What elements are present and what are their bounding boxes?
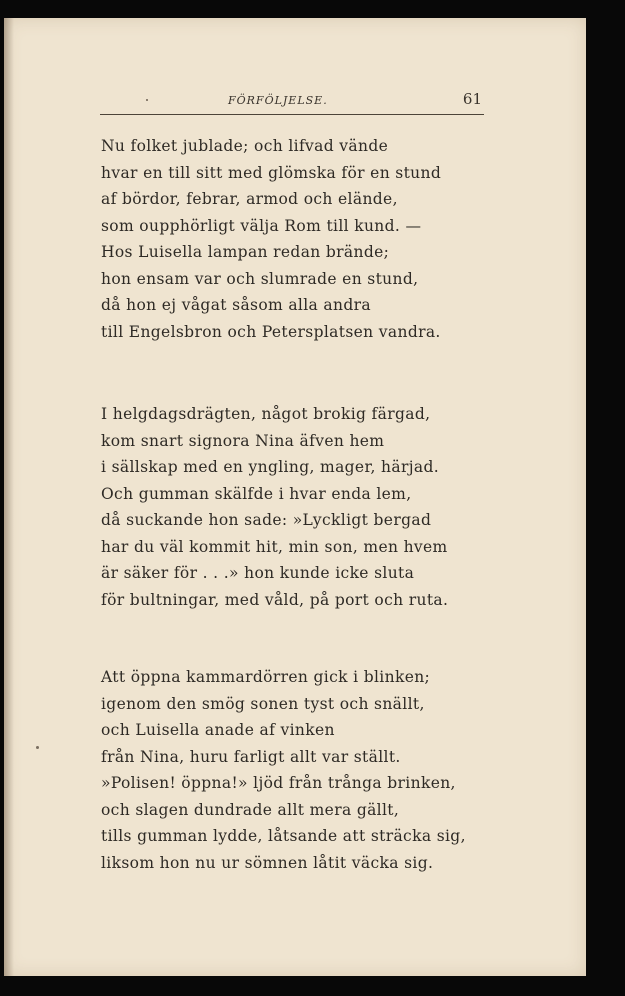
verse-line: har du väl kommit hit, min son, men hvem	[101, 537, 448, 556]
verse-line: i sällskap med en yngling, mager, härjad.	[101, 458, 440, 476]
verse-line: kom snart signora Nina äfven hem	[101, 431, 385, 450]
verse-line: Att öppna kammardörren gick i blinken;	[101, 668, 431, 686]
verse-line: för bultningar, med våld, på port och ruta.	[101, 590, 449, 609]
verse-line: I helgdagsdrägten, något brokig färgad,	[101, 405, 431, 423]
ornament-dot	[146, 99, 148, 101]
verse-line: »Polisen! öppna!» ljöd från trånga brinken,	[101, 774, 456, 792]
page-number: 61	[462, 90, 482, 108]
verse-line: som oupphörligt välja Rom till kund. —	[101, 216, 422, 235]
verse-line: Nu folket jublade; och lifvad vände	[101, 137, 389, 155]
verse-line: hon ensam var och slumrade en stund,	[101, 269, 419, 288]
verse-line: Och gumman skälfde i hvar enda lem,	[101, 484, 412, 503]
margin-speck	[36, 746, 39, 749]
verse-line: liksom hon nu ur sömnen låtit väcka sig.	[101, 853, 434, 872]
verse-line: till Engelsbron och Petersplatsen vandra.	[101, 322, 441, 341]
verse-line: hvar en till sitt med glömska för en stund	[101, 163, 442, 182]
running-head	[100, 88, 482, 112]
verse-line: och Luisella anade af vinken	[101, 721, 335, 739]
book-page	[4, 18, 586, 976]
verse-line: från Nina, huru farligt allt var ställt.	[101, 747, 401, 766]
page-spine-shadow	[4, 18, 14, 976]
running-title: FÖRFÖLJELSE.	[228, 94, 328, 107]
verse-line: är säker för . . .» hon kunde icke sluta	[101, 564, 415, 582]
verse-line: igenom den smög sonen tyst och snällt,	[101, 694, 425, 713]
header-rule	[100, 114, 484, 115]
verse-line: tills gumman lydde, låtsande att sträcka sig,	[101, 827, 466, 845]
verse-line: af bördor, febrar, armod och elände,	[101, 190, 398, 208]
verse-line: då hon ej vågat såsom alla andra	[101, 296, 371, 314]
verse-line: och slagen dundrade allt mera gällt,	[101, 800, 400, 819]
stanza-1	[101, 133, 471, 345]
verse-line: Hos Luisella lampan redan brände;	[101, 243, 390, 261]
stanza-2	[101, 401, 471, 613]
verse-line: då suckande hon sade: »Lyckligt bergad	[101, 511, 432, 529]
stanza-3	[101, 664, 471, 876]
